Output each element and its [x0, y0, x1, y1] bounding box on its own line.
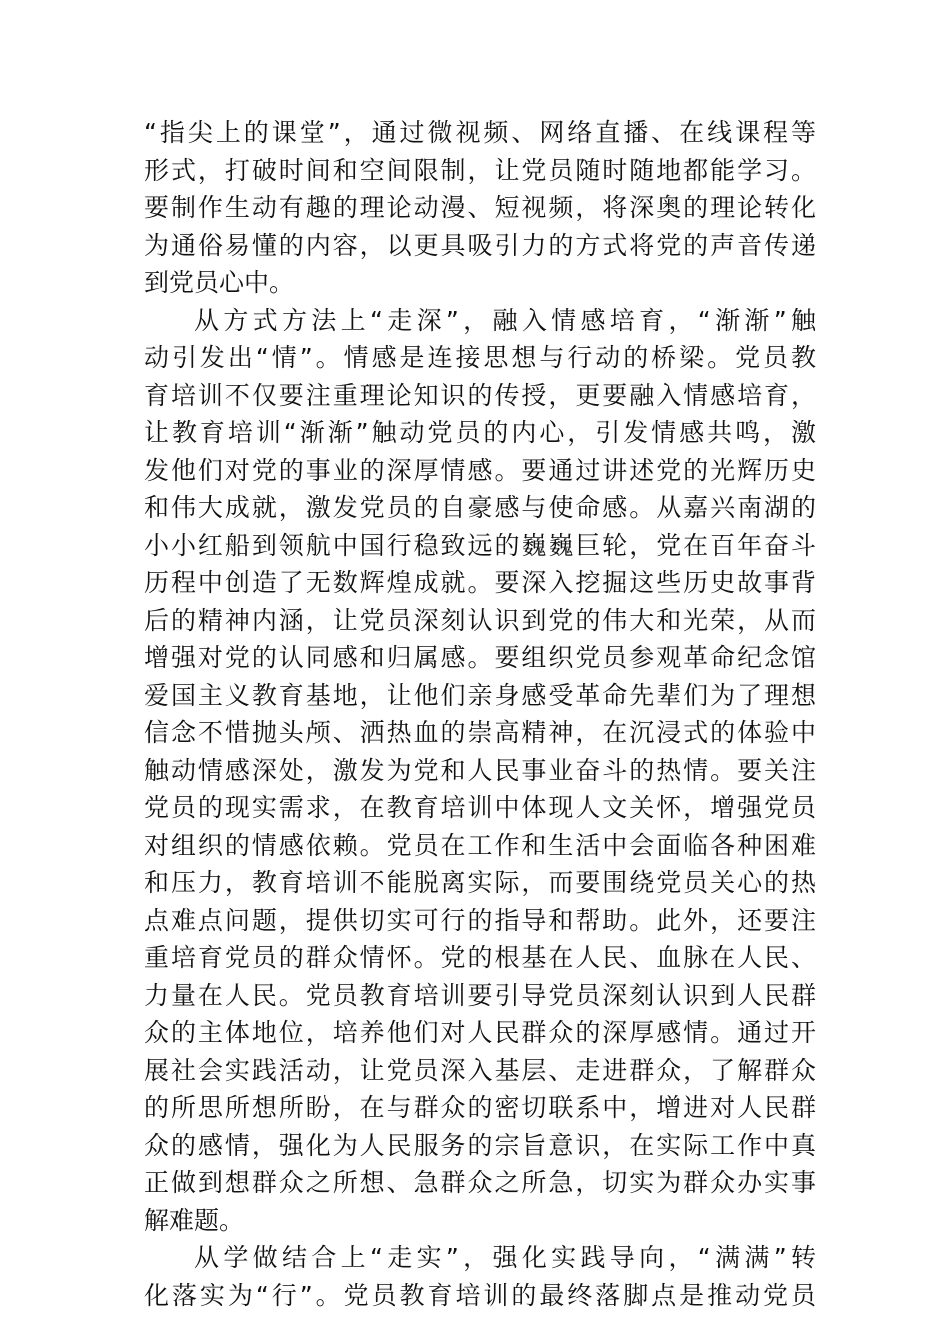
text-line: 点难点问题，提供切实可行的指导和帮助。此外，还要注 [144, 905, 816, 935]
text-line: 正做到想群众之所想、急群众之所急，切实为群众办实事 [144, 1168, 816, 1197]
paragraph-start-line: 从学做结合上“走实”，强化实践导向，“满满”转 [194, 1243, 816, 1272]
text-line: 让教育培训“渐渐”触动党员的内心，引发情感共鸣，激 [144, 418, 816, 447]
text-line: 党员的现实需求，在教育培训中体现人文关怀，增强党员 [144, 793, 816, 822]
text-line: 历程中创造了无数辉煌成就。要深入挖掘这些历史故事背 [144, 568, 816, 597]
text-line: 力量在人民。党员教育培训要引导党员深刻认识到人民群 [144, 980, 816, 1010]
text-line: “指尖上的课堂”，通过微视频、网络直播、在线课程等 [144, 118, 816, 147]
text-line: 和伟大成就，激发党员的自豪感与使命感。从嘉兴南湖的 [144, 493, 816, 522]
text-line: 小小红船到领航中国行稳致远的巍巍巨轮，党在百年奋斗 [144, 530, 816, 560]
text-line: 动引发出“情”。情感是连接思想与行动的桥梁。党员教 [144, 343, 816, 372]
text-line: 到党员心中。 [144, 268, 295, 297]
text-line: 后的精神内涵，让党员深刻认识到党的伟大和光荣，从而 [144, 605, 816, 635]
text-line: 为通俗易懂的内容，以更具吸引力的方式将党的声音传递 [144, 230, 816, 260]
text-line: 触动情感深处，激发为党和人民事业奋斗的热情。要关注 [144, 755, 816, 785]
paragraph-start-line: 从方式方法上“走深”，融入情感培育，“渐渐”触 [194, 305, 816, 335]
text-line: 展社会实践活动，让党员深入基层、走进群众，了解群众 [144, 1055, 816, 1085]
text-line: 众的感情，强化为人民服务的宗旨意识，在实际工作中真 [144, 1130, 816, 1160]
text-line: 形式，打破时间和空间限制，让党员随时随地都能学习。 [144, 155, 816, 185]
text-line: 发他们对党的事业的深厚情感。要通过讲述党的光辉历史 [144, 455, 816, 485]
text-line: 增强对党的认同感和归属感。要组织党员参观革命纪念馆 [144, 643, 816, 672]
text-line: 信念不惜抛头颅、洒热血的崇高精神，在沉浸式的体验中 [144, 718, 816, 747]
text-line: 众的主体地位，培养他们对人民群众的深厚感情。通过开 [144, 1018, 816, 1047]
text-line: 和压力，教育培训不能脱离实际，而要围绕党员关心的热 [144, 868, 816, 897]
text-line: 爱国主义教育基地，让他们亲身感受革命先辈们为了理想 [144, 680, 816, 710]
text-line: 重培育党员的群众情怀。党的根基在人民、血脉在人民、 [144, 943, 816, 972]
body-text [144, 114, 816, 1314]
text-line: 要制作生动有趣的理论动漫、短视频，将深奥的理论转化 [144, 193, 816, 222]
text-line: 对组织的情感依赖。党员在工作和生活中会面临各种困难 [144, 830, 816, 860]
text-line: 化落实为“行”。党员教育培训的最终落脚点是推动党员 [144, 1280, 816, 1310]
text-line: 的所思所想所盼，在与群众的密切联系中，增进对人民群 [144, 1093, 816, 1122]
text-line: 育培训不仅要注重理论知识的传授，更要融入情感培育， [144, 380, 816, 410]
text-line: 解难题。 [144, 1205, 245, 1235]
